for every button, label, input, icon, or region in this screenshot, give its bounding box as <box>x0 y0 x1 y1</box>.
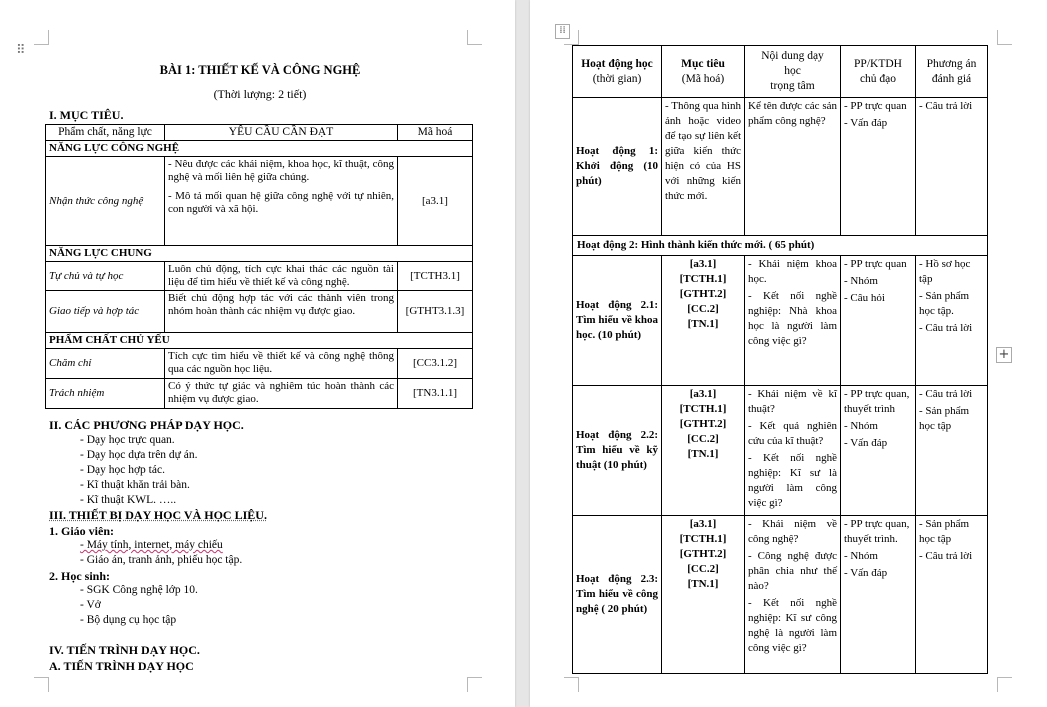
table-row <box>46 291 473 333</box>
header-text: đánh giá <box>931 72 972 85</box>
code-item: [a3.1] <box>689 258 717 270</box>
list-item: - Dạy học hợp tác. <box>80 464 165 476</box>
assess-item: - Sản phẩm học tập <box>919 518 970 545</box>
col-header-content <box>745 46 841 98</box>
method-item: - PP trực quan, thuyết trình. <box>844 518 910 545</box>
assess-item: - Câu trả lời <box>919 100 973 112</box>
assess-cell <box>916 256 988 386</box>
code-item: [a3.1] <box>689 388 717 400</box>
table-row <box>573 386 988 516</box>
crop-mark <box>997 677 1012 692</box>
competency-table <box>45 124 473 409</box>
code-item: [a3.1] <box>689 518 717 530</box>
crop-mark <box>34 677 49 692</box>
list-item: - SGK Công nghệ lớp 10. <box>80 584 198 596</box>
col-header-assess <box>916 46 988 98</box>
header-subtext: (Mã hoá) <box>681 72 725 85</box>
method-item: - PP trực quan <box>844 100 907 112</box>
method-item: - Câu hỏi <box>844 292 885 304</box>
method-cell <box>841 98 916 236</box>
competency-name: Giao tiếp và hợp tác <box>46 291 165 333</box>
method-cell <box>841 256 916 386</box>
requirement-text: - Mô tả mối quan hệ giữa công nghệ với tự nhiên, con người và xã hội. <box>168 190 394 215</box>
activity-cell: Hoạt động 2.1: Tìm hiểu về khoa học. (10 phút) <box>573 256 662 386</box>
code-cell: [TCTH3.1] <box>398 262 473 291</box>
header-subtext: (thời gian) <box>592 72 642 85</box>
list-item: - Giáo án, tranh ảnh, phiếu học tập. <box>80 554 243 566</box>
table-header-row <box>46 125 473 141</box>
goal-cell: - Thông qua hình ảnh hoặc video để tạo sự liên kết giữa kiến thức hiện có của HS với những kiến thức mới. <box>662 98 745 236</box>
content-item: - Công nghệ được phân chia như thế nào? <box>748 550 837 592</box>
codes-cell <box>662 386 745 516</box>
method-cell <box>841 386 916 516</box>
requirement-text: Luôn chủ động, tích cực khai thác các nguồn tài liệu để tìm hiểu về thiết kế và công nghệ. <box>165 262 398 291</box>
code-cell: [GTHT3.1.3] <box>398 291 473 333</box>
requirement-text: Biết chủ động hợp tác với các thành viên trong nhóm hoàn thành các nhiệm vụ được giao. <box>165 291 398 333</box>
lesson-title: BÀI 1: THIẾT KẾ VÀ CÔNG NGHỆ <box>159 63 361 77</box>
header-text: Mục tiêu <box>681 57 725 70</box>
header-text: học <box>784 65 801 77</box>
requirement-text: - Nêu được các khái niệm, khoa học, kĩ thuật, công nghệ và mối liên hệ giữa chúng. <box>168 158 394 183</box>
method-item: - Vấn đáp <box>844 117 888 129</box>
list-item: - Dạy học trực quan. <box>80 434 175 446</box>
code-item: [GTHT.2] <box>679 288 727 300</box>
header-text: Nội dung dạy <box>761 50 824 62</box>
table-row <box>46 379 473 409</box>
content-item: - Khái niệm về kĩ thuật? <box>748 388 837 415</box>
content-cell <box>745 516 841 674</box>
list-item: - Dạy học dựa trên dự án. <box>80 449 198 461</box>
assess-item: - Câu trả lời <box>919 322 973 334</box>
lesson-plan-table <box>572 45 988 674</box>
code-cell: [a3.1] <box>398 157 473 246</box>
group-row <box>46 141 473 157</box>
content-cell <box>745 256 841 386</box>
table-row <box>573 256 988 386</box>
code-item: [CC.2] <box>687 563 719 575</box>
code-item: [TN.1] <box>687 318 719 330</box>
content-cell <box>745 386 841 516</box>
table-row <box>46 349 473 379</box>
header-text: chủ đạo <box>859 72 897 85</box>
list-item: - Máy tính, internet, máy chiếu <box>80 539 223 551</box>
header-text: PP/KTDH <box>854 57 902 70</box>
content-item: - Kết nối nghề nghiệp: Kĩ sư là người làm công việc gì? <box>748 452 837 509</box>
code-cell: [TN3.1.1] <box>398 379 473 409</box>
content-item: - Kết quả nghiên cứu của kĩ thuật? <box>748 420 837 447</box>
group-row <box>46 246 473 262</box>
code-item: [CC.2] <box>687 433 719 445</box>
content-item: - Kết nối nghề nghiệp: Kĩ sư công nghệ là người làm công việc gì? <box>748 597 837 654</box>
assess-cell <box>916 98 988 236</box>
crop-mark <box>467 30 482 45</box>
left-page <box>0 0 515 707</box>
method-item: - Nhóm <box>844 550 878 562</box>
section-row <box>573 236 988 256</box>
method-item: - Vấn đáp <box>844 567 888 579</box>
method-item: - Vấn đáp <box>844 437 888 449</box>
section-equipment: III. THIẾT BỊ DẠY HỌC VÀ HỌC LIỆU. <box>49 508 267 522</box>
code-item: [TN.1] <box>687 448 719 460</box>
code-item: [GTHT.2] <box>679 548 727 560</box>
content-item: - Kết nối nghề nghiệp: Nhà khoa học là người làm công việc gì? <box>748 290 837 347</box>
code-item: [TCTH.1] <box>679 533 727 545</box>
col-header: YÊU CẦU CẦN ĐẠT <box>165 125 398 141</box>
code-item: [CC.2] <box>687 303 719 315</box>
competency-name: Nhận thức công nghệ <box>46 157 165 246</box>
codes-cell <box>662 516 745 674</box>
col-header: Phẩm chất, năng lực <box>46 125 165 141</box>
method-item: - Nhóm <box>844 420 878 432</box>
method-item: - Nhóm <box>844 275 878 287</box>
assess-item: - Câu trả lời <box>919 388 973 400</box>
group-label: NĂNG LỰC CHUNG <box>46 246 473 262</box>
content-cell: Kể tên được các sản phẩm công nghệ? <box>745 98 841 236</box>
list-item: - Kĩ thuật KWL. ….. <box>80 494 177 506</box>
lesson-duration: (Thời lượng: 2 tiết) <box>213 87 307 101</box>
teacher-heading: 1. Giáo viên: <box>49 524 114 538</box>
table-row <box>573 98 988 236</box>
code-item: [TN.1] <box>687 578 719 590</box>
table-row <box>46 157 473 246</box>
assess-item: - Câu trả lời <box>919 550 973 562</box>
content-item: - Khái niệm khoa học. <box>748 258 837 285</box>
competency-name: Tự chủ và tự học <box>46 262 165 291</box>
code-item: [TCTH.1] <box>679 403 727 415</box>
group-label: NĂNG LỰC CÔNG NGHỆ <box>46 141 473 157</box>
activity-cell: Hoạt động 2.3: Tìm hiểu về công nghệ ( 20 phút) <box>573 516 662 674</box>
method-item: - PP trực quan, thuyết trình <box>844 388 910 415</box>
competency-name: Trách nhiệm <box>46 379 165 409</box>
col-header-goal <box>662 46 745 98</box>
crop-mark <box>34 30 49 45</box>
list-item: - Kĩ thuật khăn trải bàn. <box>80 479 190 491</box>
assess-item: - Hồ sơ học tập <box>919 258 971 285</box>
content-item: - Khái niệm về công nghệ? <box>748 518 837 545</box>
code-cell: [CC3.1.2] <box>398 349 473 379</box>
crop-mark <box>467 677 482 692</box>
table-row <box>573 516 988 674</box>
requirement-text: Tích cực tìm hiểu về thiết kế và công nghệ thông qua các nguồn học liệu. <box>165 349 398 379</box>
competency-name: Chăm chỉ <box>46 349 165 379</box>
list-item: - Bộ dụng cụ học tập <box>80 614 177 626</box>
requirement-cell <box>165 157 398 246</box>
list-item: - Vở <box>80 599 101 611</box>
group-label: PHẨM CHẤT CHỦ YẾU <box>46 333 473 349</box>
assess-item: - Sản phẩm học tập <box>919 405 970 432</box>
crop-mark <box>997 30 1012 45</box>
activity-cell: Hoạt động 1: Khởi động (10 phút) <box>573 98 662 236</box>
assess-cell <box>916 386 988 516</box>
header-text: Phương án <box>926 57 977 70</box>
method-item: - PP trực quan <box>844 258 907 270</box>
section-label: Hoạt động 2: Hình thành kiến thức mới. ( 65 phút) <box>573 236 988 256</box>
student-heading: 2. Học sinh: <box>49 569 111 583</box>
crop-mark <box>564 677 579 692</box>
codes-cell <box>662 256 745 386</box>
code-item: [GTHT.2] <box>679 418 727 430</box>
table-row <box>46 262 473 291</box>
requirement-text: Có ý thức tự giác và nghiêm túc hoàn thành các nhiệm vụ được giao. <box>165 379 398 409</box>
section-process: IV. TIẾN TRÌNH DẠY HỌC. <box>49 643 200 657</box>
section-methods: II. CÁC PHƯƠNG PHÁP DẠY HỌC. <box>49 418 244 432</box>
col-header-activity <box>573 46 662 98</box>
method-cell <box>841 516 916 674</box>
code-item: [TCTH.1] <box>679 273 727 285</box>
activity-cell: Hoạt động 2.2: Tìm hiểu về kỹ thuật (10 phút) <box>573 386 662 516</box>
group-row <box>46 333 473 349</box>
drag-handle-icon[interactable]: ⠿ <box>16 43 26 58</box>
table-move-handle-icon[interactable]: ⁞⁞ <box>555 24 570 39</box>
header-text: trọng tâm <box>770 80 815 92</box>
section-objectives: I. MỤC TIÊU. <box>49 108 124 122</box>
table-header-row <box>573 46 988 98</box>
col-header-method <box>841 46 916 98</box>
assess-cell <box>916 516 988 674</box>
header-text: Hoạt động học <box>581 57 653 70</box>
col-header: Mã hoá <box>398 125 473 141</box>
add-row-plus-icon[interactable]: + <box>996 347 1012 363</box>
section-process-a: A. TIẾN TRÌNH DẠY HỌC <box>49 659 194 673</box>
assess-item: - Sản phẩm học tập. <box>919 290 970 317</box>
